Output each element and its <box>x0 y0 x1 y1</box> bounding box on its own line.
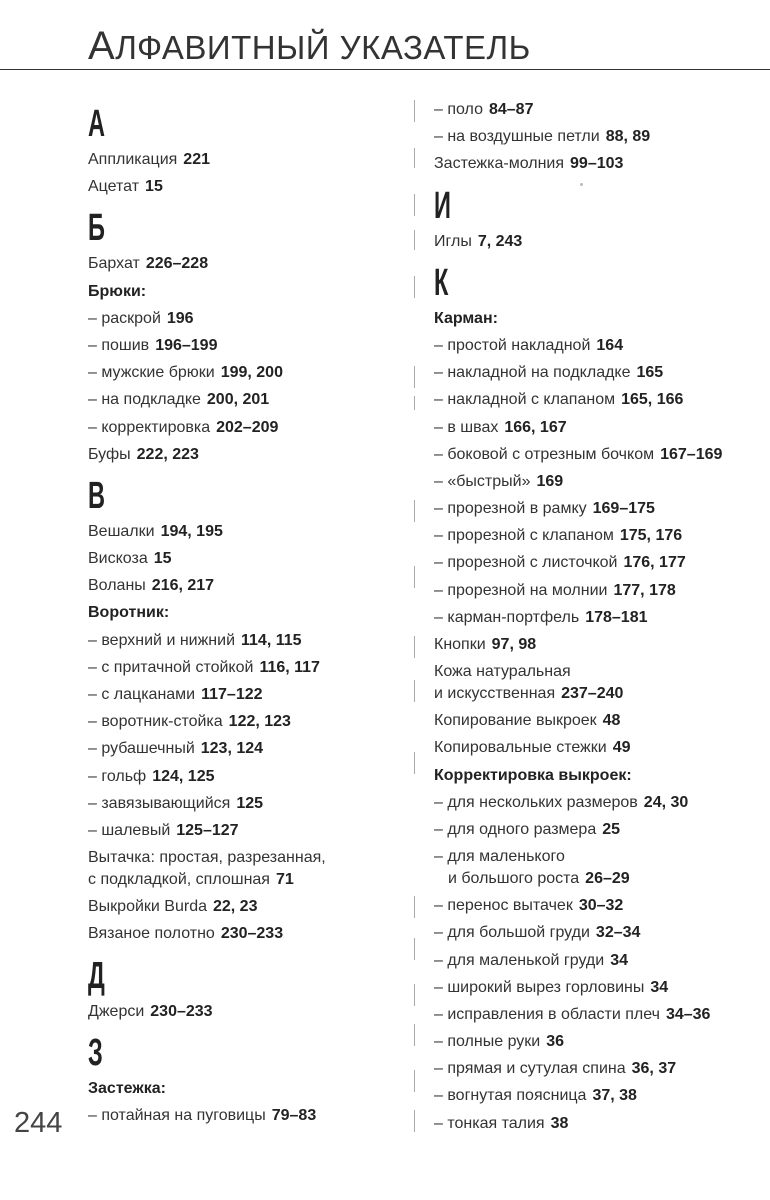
index-entry <box>434 604 770 631</box>
index-entry <box>88 441 428 468</box>
page-ref: 79–83 <box>271 1106 317 1124</box>
entry-label: – накладной с клапаном <box>434 391 616 409</box>
index-entry <box>434 734 770 761</box>
page-ref: 125 <box>236 794 264 812</box>
page-ref: 196–199 <box>155 336 218 354</box>
entry-label: Кнопки <box>434 636 486 653</box>
index-heading: Карман: <box>434 309 498 327</box>
entry-label: – для одного размера <box>434 820 597 838</box>
index-entry <box>434 631 770 658</box>
index-entry <box>88 414 428 441</box>
page-ref: 38 <box>550 1114 569 1132</box>
entry-label: и большого роста <box>448 870 580 888</box>
entry-label: – пошив <box>88 336 150 354</box>
section-letter: В <box>88 474 106 517</box>
page-ref: 7, 243 <box>477 232 523 250</box>
index-entry <box>434 1110 770 1137</box>
section-letter: А <box>88 103 106 145</box>
entry-label: – мужские брюки <box>88 364 215 382</box>
page-ref: 30–32 <box>578 897 624 915</box>
index-entry <box>434 816 770 843</box>
index-entry <box>434 974 770 1001</box>
entry-label: – потайная на пуговицы <box>88 1106 266 1124</box>
page-ref: 97, 98 <box>491 636 537 653</box>
page-ref: 226–228 <box>145 255 209 273</box>
index-heading: Воротник: <box>88 604 170 622</box>
page-ref: 34 <box>650 978 669 996</box>
index-entry <box>88 146 428 173</box>
entry-label: Выкройки Burda <box>88 898 207 916</box>
page-ref: 166, 167 <box>504 418 567 436</box>
page-ref: 15 <box>153 550 172 568</box>
page-ref: 176, 177 <box>623 554 686 572</box>
index-entry <box>434 495 770 522</box>
index-entry <box>88 817 428 844</box>
page-ref: 165 <box>636 364 664 382</box>
section-letter: Д <box>88 954 105 997</box>
page-ref: 25 <box>602 820 621 838</box>
entry-label: – вогнутая поясница <box>434 1087 587 1105</box>
index-entry <box>434 386 770 413</box>
page-ref: 230–233 <box>150 1002 213 1020</box>
page-ref: 200, 201 <box>206 391 270 409</box>
page-ref: 230–233 <box>220 925 284 943</box>
entry-label: – шалевый <box>88 821 171 839</box>
entry-label: – на подкладке <box>88 391 201 409</box>
page-ref: 196 <box>166 309 194 327</box>
page-ref: 99–103 <box>570 155 624 173</box>
page-ref: 199, 200 <box>220 364 283 382</box>
entry-label: Копирование выкроек <box>434 712 597 730</box>
column-divider <box>414 96 416 1136</box>
index-entry <box>434 919 770 946</box>
page-title: АЛФАВИТНЫЙ УКАЗАТЕЛЬ <box>88 24 531 68</box>
entry-label: – на воздушные петли <box>434 128 600 146</box>
page-ref: 36, 37 <box>631 1060 677 1078</box>
page-ref: 26–29 <box>585 870 630 888</box>
entry-label: – в швах <box>434 418 499 436</box>
page-ref: 32–34 <box>595 924 641 942</box>
entry-label: – верхний и нижний <box>88 631 236 649</box>
index-entry <box>88 250 428 277</box>
index-entry <box>88 359 428 386</box>
page-ref: 48 <box>602 712 621 730</box>
entry-label: – прорезной на молнии <box>434 581 608 599</box>
section-letter: З <box>88 1031 103 1074</box>
index-entry <box>434 892 770 919</box>
section-letter: К <box>434 261 449 304</box>
index-entry <box>434 577 770 604</box>
page-ref: 36 <box>546 1033 565 1051</box>
entry-label: Вешалки <box>88 522 155 540</box>
page-header <box>0 0 770 70</box>
entry-label: – раскрой <box>88 309 161 327</box>
page-ref: 169–175 <box>592 500 655 518</box>
page-ref: 15 <box>145 178 163 196</box>
index-entry <box>434 414 770 441</box>
index-entry <box>88 654 428 681</box>
index-entry <box>434 1001 770 1028</box>
entry-label: с подкладкой, сплошная <box>88 871 270 889</box>
entry-label: Иглы <box>434 232 472 250</box>
page-ref: 88, 89 <box>605 128 651 146</box>
index-entry <box>88 518 428 545</box>
page-ref: 34 <box>610 951 628 969</box>
index-entry <box>434 1082 770 1109</box>
entry-label: Бархат <box>88 255 140 273</box>
page-ref: 221 <box>183 151 210 168</box>
page-ref: 49 <box>612 739 631 757</box>
entry-label: – прорезной в рамку <box>434 500 587 518</box>
index-entry <box>88 708 428 735</box>
entry-label: – карман-портфель <box>434 608 580 626</box>
section-letter: Б <box>88 207 105 250</box>
page-ref: 177, 178 <box>613 581 676 599</box>
index-entry <box>434 843 770 892</box>
entry-label: – для нескольких размеров <box>434 793 638 811</box>
page-ref: 125–127 <box>176 821 239 839</box>
index-entry <box>88 920 428 947</box>
page-ref: 122, 123 <box>228 713 291 731</box>
index-entry <box>434 150 770 177</box>
index-entry <box>434 658 770 707</box>
index-entry <box>434 441 770 468</box>
index-entry <box>88 332 428 359</box>
index-entry <box>88 790 428 817</box>
entry-label: Воланы <box>88 577 146 595</box>
index-entry <box>88 844 428 893</box>
entry-label: – рубашечный <box>88 740 195 758</box>
index-entry <box>434 468 770 495</box>
entry-label: Джерси <box>88 1002 145 1020</box>
index-column-left <box>88 96 428 1129</box>
entry-label: – воротник-стойка <box>88 713 223 731</box>
page-ref: 165, 166 <box>621 391 684 409</box>
page-ref: 222, 223 <box>136 445 199 463</box>
page-ref: 175, 176 <box>619 527 683 545</box>
index-entry <box>434 359 770 386</box>
page-ref: 194, 195 <box>160 522 223 540</box>
entry-label: Копировальные стежки <box>434 739 607 757</box>
index-entry <box>88 1102 428 1129</box>
index-entry <box>434 707 770 734</box>
entry-label: – для маленького <box>434 848 565 866</box>
entry-label: – поло <box>434 101 483 118</box>
index-entry <box>88 545 428 572</box>
index-entry <box>88 893 428 920</box>
index-entry <box>434 332 770 359</box>
index-entry <box>88 173 428 200</box>
entry-label: – полные руки <box>434 1033 541 1051</box>
page-ref: 117–122 <box>201 686 263 703</box>
index-heading: Брюки: <box>88 282 147 300</box>
index-entry <box>88 305 428 332</box>
page-ref: 202–209 <box>216 418 279 436</box>
entry-label: – гольф <box>88 767 147 785</box>
entry-label: – простой накладной <box>434 336 591 354</box>
index-entry <box>434 96 770 123</box>
index-entry <box>88 681 428 708</box>
page-ref: 37, 38 <box>592 1087 637 1105</box>
index-entry <box>88 627 428 654</box>
entry-label: – широкий вырез горловины <box>434 978 645 996</box>
page-ref: 164 <box>596 336 624 354</box>
entry-label: – боковой с отрезным бочком <box>434 445 655 463</box>
entry-label: – тонкая талия <box>434 1114 545 1132</box>
index-entry <box>434 947 770 974</box>
entry-label: – для маленькой груди <box>434 951 605 969</box>
entry-label: Вязаное полотно <box>88 925 215 943</box>
page-ref: 167–169 <box>660 445 723 463</box>
entry-label: и искусственная <box>434 685 556 703</box>
index-entry <box>434 1055 770 1082</box>
page-ref: 22, 23 <box>212 898 258 916</box>
index-entry <box>434 228 770 255</box>
page-ref: 71 <box>275 871 294 889</box>
page-ref: 237–240 <box>561 685 624 703</box>
entry-label: – завязывающийся <box>88 794 231 812</box>
page-ref: 178–181 <box>585 608 648 626</box>
entry-label: – прямая и сутулая спина <box>434 1060 626 1078</box>
entry-label: Застежка-молния <box>434 155 565 173</box>
entry-label: Вытачка: простая, разрезанная, <box>88 849 326 867</box>
page-ref: 123, 124 <box>200 740 264 758</box>
entry-label: – перенос вытачек <box>434 897 573 915</box>
entry-label: – накладной на подкладке <box>434 364 631 382</box>
index-entry <box>88 386 428 413</box>
entry-label: – исправления в области плеч <box>434 1005 660 1023</box>
page-ref: 34–36 <box>665 1005 711 1023</box>
entry-label: – для большой груди <box>434 924 590 942</box>
entry-label: Ацетат <box>88 178 140 196</box>
page-ref: 114, 115 <box>241 631 302 649</box>
index-entry <box>88 735 428 762</box>
entry-label: Буфы <box>88 445 131 463</box>
entry-label: – корректировка <box>88 418 211 436</box>
page-ref: 84–87 <box>488 101 534 118</box>
index-entry <box>434 789 770 816</box>
index-column-right <box>434 96 770 1137</box>
page-ref: 169 <box>536 472 564 490</box>
entry-label: Кожа натуральная <box>434 663 571 681</box>
entry-label: Вискоза <box>88 550 148 568</box>
page-ref: 216, 217 <box>151 577 215 595</box>
index-heading: Застежка: <box>88 1079 166 1097</box>
page-number: 244 <box>14 1107 63 1139</box>
index-entry <box>88 998 428 1025</box>
index-entry <box>434 123 770 150</box>
page-ref: 24, 30 <box>643 793 689 811</box>
index-entry <box>88 763 428 790</box>
page-ref: 124, 125 <box>152 767 215 785</box>
index-entry <box>88 572 428 599</box>
page-ref: 116, 117 <box>259 658 320 676</box>
entry-label: – прорезной с листочкой <box>434 554 618 572</box>
entry-label: – «быстрый» <box>434 472 531 490</box>
entry-label: – с лацканами <box>88 686 196 703</box>
index-heading: Корректировка выкроек: <box>434 766 632 784</box>
index-entry <box>434 549 770 576</box>
index-entry <box>434 522 770 549</box>
entry-label: – с притачной стойкой <box>88 658 254 676</box>
entry-label: Аппликация <box>88 151 178 168</box>
entry-label: – прорезной с клапаном <box>434 527 614 545</box>
index-entry <box>434 1028 770 1055</box>
print-speck <box>580 183 583 186</box>
section-letter: И <box>434 184 451 227</box>
